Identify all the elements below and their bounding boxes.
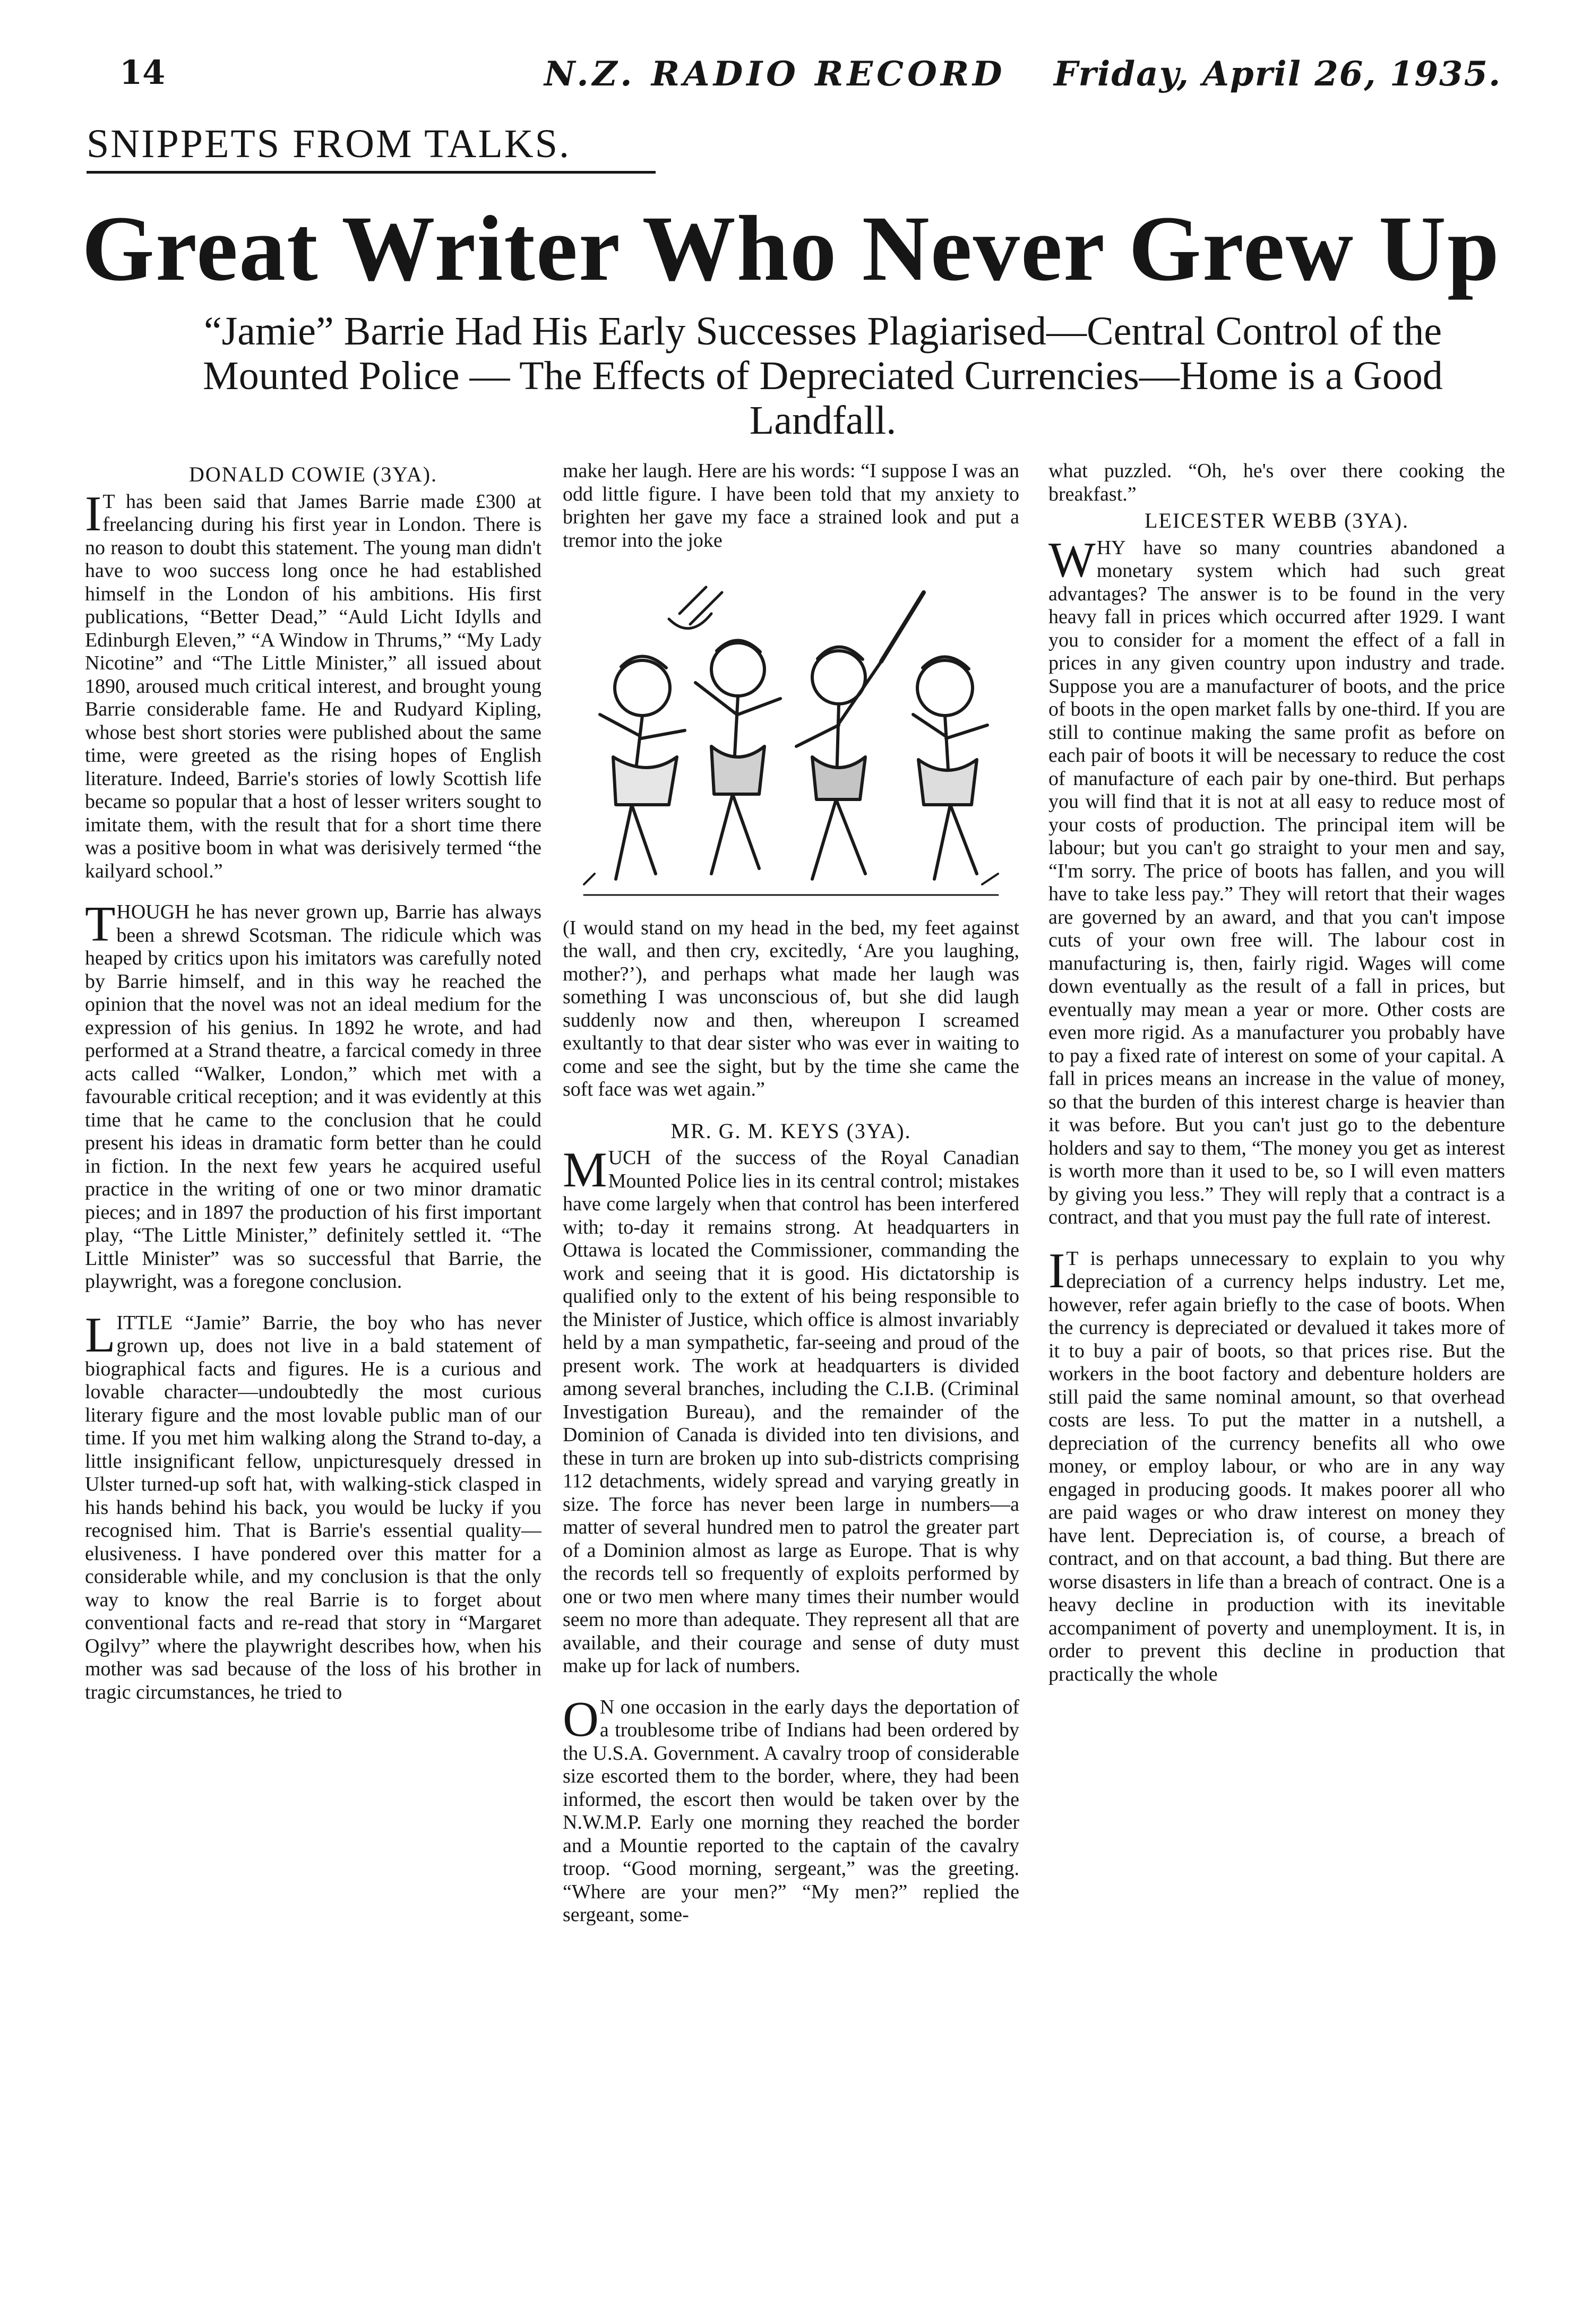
paragraph-text: HY have so many countries abandoned a monetary system which had such great advantages? The answer is to be found in the very heavy fall in prices which occurred after 1929. I want you to consider for a moment the effect of a fall in prices in any given country upon industry and trade. Suppose you are a manufacturer of boots, and the price of boots in the open market falls by one-third. If you are still to continue making the same profit as before on each pair of boots it will be necessary to reduce the cost of manufacture of each pair by one-third. But perhaps you will find that it is not at all easy to reduce most of your costs of production. The principal item will be labour; but you can't go straight to your men and say, “I'm sorry. The price of boots has fallen, and you will have to take less pay.” They will retort that their wages are governed by an award, and that you can't impose cuts of your own free will. The labour cost in manufacturing is, then, fairly rigid. Wages will come down eventually as the result of a fall in prices, but eventually may mean a year or more. Other costs are even more rigid. As a manufacturer you probably have to pay a fixed rate of interest on some of your capital. A fall in prices means an increase in the value of money, so that the burden of this interest charge is heavier than it was before. But you can't just go to the debenture holders and say to them, “The money you get as interest is worth more than it used to be, so I will even matters by giving you less.” They will reply that a contract is a contract, and that you must pay the full rate of interest. bbox=[1048, 536, 1505, 1228]
byline-keys: MR. G. M. KEYS (3YA). bbox=[670, 1118, 912, 1143]
page-number: 14 bbox=[119, 53, 166, 92]
paragraph bbox=[563, 1142, 1019, 1678]
subheadline: “Jamie” Barrie Had His Early Successes Plagiarised—Central Control of the Mounted Police — The Effects of Depreciated Currencies—Home is a Good Landfall. bbox=[203, 309, 1443, 443]
paragraph bbox=[1048, 1243, 1505, 1686]
publication-title: N.Z. RADIO RECORD bbox=[544, 54, 1006, 94]
column-2 bbox=[563, 460, 1019, 2296]
paragraph-text: T is perhaps unnecessary to explain to you why depreciation of a currency helps industry. Let me, however, refer again briefly to the case of boots. When the currency is depreciated or devalued it takes more of it to buy a pair of boots, so that prices rise. But the workers in the boot factory and debenture holders are still paid the same nominal amount, so that overhead costs are less. To put the matter in a nutshell, a depreciation of the currency benefits all who owe money, or employ labour, or who are in any way engaged in producing goods. It makes poorer all who are paid wages or who draw interest on money they have lent. Depreciation is, of course, a breach of contract, and on that account, a bad thing. But there are worse disasters in life than a breach of contract. One is a heavy decline in production with its inevitable accompaniment of poverty and unemployment. It is, in order to prevent this decline in production that practically the whole bbox=[1048, 1247, 1505, 1685]
paragraph-text: UCH of the success of the Royal Canadian Mounted Police lies in its central control; mistakes have come largely when that control has been interfered with; to-day it remains strong. At headquarters in Ottawa is located the Commissioner, commanding the work and seeing that it is good. His dictatorship is qualified only to the extent of his being responsible to the Minister of Justice, which office is almost invariably held by a man sympathetic, far-seeing and proud of the present work. The work at headquarters is divided among several branches, including the C.I.B. (Criminal Investigation Bureau), and the remainder of the Dominion of Canada is divided into ten divisions, and these in turn are broken up into sub-districts comprising 112 detachments, widely spread and varying greatly in size. The force has never been large in numbers—a matter of several hundred men to patrol the greater part of a Dominion almost as large as Europe. That is why the records tell so frequently of exploits performed by one or two men where many times their number would seem no more than adequate. They represent all that are available, and their courage and sense of duty must make up for lack of numbers. bbox=[563, 1147, 1019, 1677]
drop-cap: O bbox=[563, 1691, 599, 1747]
drop-cap: I bbox=[85, 486, 102, 541]
paragraph bbox=[85, 897, 541, 1294]
paragraph: (I would stand on my head in the bed, my feet against the wall, and then cry, excitedly, ‘Are you laughing, mother?’), and perhaps what made her laugh was something I was unconscious of, but she did laugh suddenly now and then, whereupon I screamed exultantly to that dear sister who was ever in waiting to come and see the sight, but by the time she came the soft face was wet again.” bbox=[563, 916, 1019, 1100]
paragraph-text: T has been said that James Barrie made £300 at freelancing during his first year in London. There is no reason to doubt this statement. The young man didn't have to woo success long once he had established himself in the London of his ambitions. His first publications, “Better Dead,” “Auld Licht Idylls and Edinburgh Eleven,” “A Window in Thrums,” “My Lady Nicotine” and “The Little Minister,” all issued about 1890, aroused much critical interest, and brought young Barrie considerable fame. He and Rudyard Kipling, whose best short stories were published about the same time, were greeted as the rising hopes of English literature. Indeed, Barrie's stories of lowly Scottish life became so popular that a host of lesser writers sought to imitate them, with the result that for a short time there was a positive boom in what was derisively termed “the kailyard school.” bbox=[85, 490, 541, 882]
paragraph-text: HOUGH he has never grown up, Barrie has always been a shrewd Scotsman. The ridicule which was heaped by critics upon his imitators was carefully noted by Barrie himself, and in this way he reached the opinion that the novel was not an ideal medium for the expression of his genius. In 1892 he wrote, and had performed at a Strand theatre, a farcical comedy in three acts called “Walker, London,” which met with a favourable critical reception; and it was evidently at this time that he came to the conclusion that he could present his ideas in dramatic form better than he could in fiction. In the next few years he acquired useful practice in the writing of one or two minor dramatic pieces; and in 1897 the production of his first important play, “The Little Minister,” definitely settled it. “The Little Minister” was so successful that Barrie, the playwright, was a foregone conclusion. bbox=[85, 901, 541, 1293]
paragraph-text: N one occasion in the early days the deportation of a troublesome tribe of Indians had been ordered by the U.S.A. Government. A cavalry troop of considerable size escorted them to the border, where, they had been informed, the escort then would be taken over by the N.W.M.P. Early one morning they reached the border and a Mountie reported to the captain of the cavalry troop. “Good morning, sergeant,” was the greeting. “Where are your men?” “My men?” replied the sergeant, some- bbox=[563, 1695, 1019, 1926]
issue-date: Friday, April 26, 1935. bbox=[1054, 54, 1502, 94]
paragraph bbox=[1048, 532, 1505, 1229]
drop-cap: L bbox=[85, 1307, 116, 1363]
byline-webb: LEICESTER WEBB (3YA). bbox=[1145, 509, 1409, 532]
cartoon-illustration bbox=[563, 555, 1019, 906]
paragraph-continued: what puzzled. “Oh, he's over there cooking the breakfast.” bbox=[1048, 460, 1505, 505]
drop-cap: T bbox=[85, 897, 116, 952]
column-3 bbox=[1048, 460, 1505, 2296]
paragraph bbox=[563, 1691, 1019, 1927]
paragraph-text: ITTLE “Jamie” Barrie, the boy who has never grown up, does not live in a bald statement of biographical facts and figures. He is a curious and lovable character—undoubtedly the most curious literary figure and the most lovable public man of our time. If you met him walking along the Strand to-day, a little insignificant fellow, unpicturesquely dressed in Ulster turned-up soft hat, with walking-stick clasped in his hands behind his back, you would be lucky if you recognised him. That is Barrie's essential quality—elusiveness. I have pondered over this matter for a considerable while, and my conclusion is that the only way to know the real Barrie is to forget about conventional facts and re-read that story in “Margaret Ogilvy” where the playwright describes how, when his mother was sad because of the loss of his brother in tragic circumstances, he tried to bbox=[85, 1311, 541, 1703]
byline-cowie: DONALD COWIE (3YA). bbox=[189, 462, 437, 486]
paragraph bbox=[85, 486, 541, 883]
drop-cap: I bbox=[1048, 1243, 1065, 1298]
paragraph bbox=[85, 1307, 541, 1705]
column-1 bbox=[85, 460, 541, 2296]
drop-cap: W bbox=[1048, 532, 1096, 588]
section-underline bbox=[87, 171, 656, 174]
paragraph-continued: make her laugh. Here are his words: “I suppose I was an odd little figure. I have been told that my anxiety to brighten her gave my face a strained look and put a tremor into the joke bbox=[563, 460, 1019, 552]
headline: Great Writer Who Never Grew Up bbox=[82, 197, 1500, 300]
section-title: SNIPPETS FROM TALKS. bbox=[87, 122, 571, 166]
drop-cap: M bbox=[563, 1142, 607, 1198]
